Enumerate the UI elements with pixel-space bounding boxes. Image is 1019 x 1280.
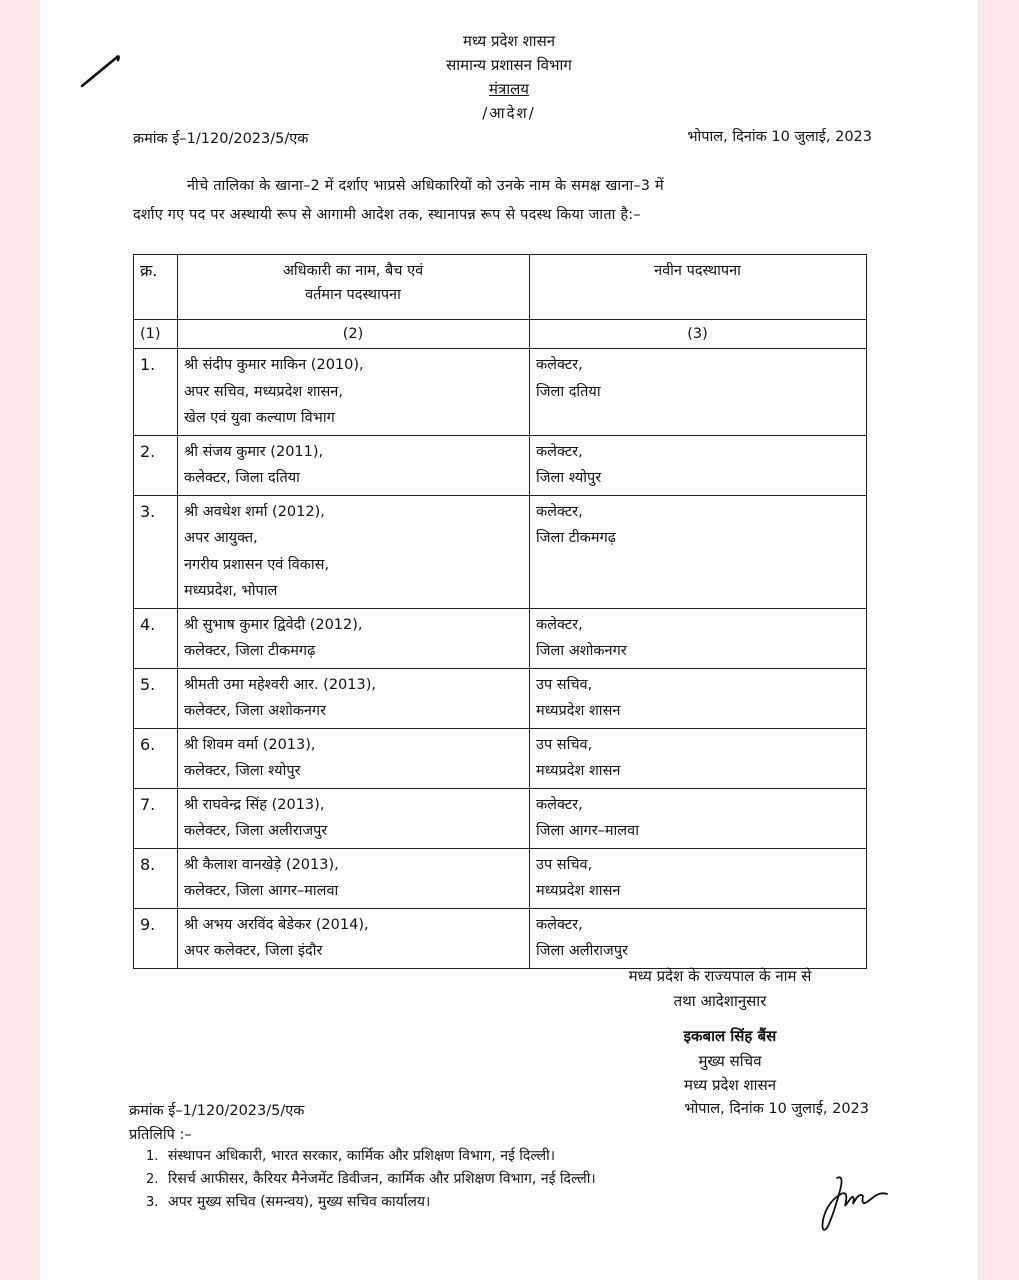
officer-current-posting: अपर सचिव, मध्यप्रदेश शासन, — [184, 383, 343, 400]
officer-name: श्री अवधेश शर्मा (2012), — [184, 503, 325, 520]
officer-name: श्री अभय अरविंद बेडेकर (2014), — [184, 916, 369, 933]
row-serial: 3. — [134, 495, 178, 608]
copy-item — [146, 1168, 596, 1191]
copy-item-number: 2. — [146, 1172, 159, 1187]
new-posting-cell — [530, 788, 867, 848]
order-body — [133, 172, 873, 230]
new-posting-cell — [530, 435, 867, 495]
department-name: सामान्य प्रशासन विभाग — [446, 56, 572, 74]
order-number: क्रमांक ई–1/120/2023/5/एक — [133, 131, 309, 147]
table-row — [134, 848, 867, 908]
new-posting-line: मध्यप्रदेश शासन — [536, 883, 621, 899]
officer-cell — [178, 668, 530, 728]
new-posting-line: कलेक्टर, — [536, 503, 583, 520]
new-posting-line: मध्यप्रदेश शासन — [536, 703, 621, 719]
new-posting-line: कलेक्टर, — [536, 916, 583, 933]
officer-cell — [178, 495, 530, 608]
new-posting-line: उप सचिव, — [536, 856, 593, 873]
new-posting-line: जिला अलीराजपुर — [536, 943, 628, 959]
copy-item-text: अपर मुख्य सचिव (समन्वय), मुख्य सचिव कार्यालय। — [168, 1194, 431, 1210]
copy-item-text: रिसर्च आफीसर, कैरियर मैनेजमेंट डिवीजन, कार्मिक और प्रशिक्षण विभाग, नई दिल्ली। — [168, 1171, 596, 1187]
new-posting-line: उप सचिव, — [536, 736, 593, 753]
officer-current-posting: कलेक्टर, जिला दतिया — [184, 470, 300, 486]
row-serial: 1. — [134, 349, 178, 436]
document-page — [40, 0, 978, 1280]
row-serial: 8. — [134, 848, 178, 908]
officer-current-posting: कलेक्टर, जिला श्योपुर — [184, 763, 301, 779]
index-col-2: (2) — [178, 320, 530, 349]
new-posting-cell — [530, 728, 867, 788]
index-col-1: (1) — [134, 320, 178, 349]
table-row — [134, 668, 867, 728]
officer-cell — [178, 349, 530, 436]
authority-line-1: मध्य प्रदेश के राज्यपाल के नाम से — [628, 967, 812, 985]
table-row — [134, 728, 867, 788]
row-serial: 2. — [134, 435, 178, 495]
order-place-date: भोपाल, दिनांक 10 जुलाई, 2023 — [687, 129, 872, 145]
officer-current-posting: कलेक्टर, जिला अशोकनगर — [184, 703, 327, 719]
table-row — [134, 788, 867, 848]
office-name: मंत्रालय — [488, 80, 529, 98]
officer-name: श्री राघवेन्द्र सिंह (2013), — [184, 796, 325, 813]
new-posting-line: उप सचिव, — [536, 676, 593, 693]
officer-cell — [178, 788, 530, 848]
officer-current-posting: अपर आयुक्त, — [184, 530, 258, 546]
new-posting-line: कलेक्टर, — [536, 443, 583, 460]
header-sno: क्र. — [134, 255, 178, 320]
new-posting-line: कलेक्टर, — [536, 796, 583, 813]
officer-cell — [178, 435, 530, 495]
table-header-row — [134, 255, 867, 320]
signature-icon — [815, 1172, 895, 1242]
copy-item — [146, 1145, 596, 1168]
new-posting-line: जिला दतिया — [536, 383, 601, 400]
body-line-2: दर्शाए गए पद पर अस्थायी रूप से आगामी आदेश तक, स्थानापन्न रूप से पदस्थ किया जाता है:– — [133, 207, 641, 223]
index-col-3: (3) — [530, 320, 867, 349]
officer-current-posting: मध्यप्रदेश, भोपाल — [184, 583, 278, 599]
officer-cell — [178, 908, 530, 968]
copy-order-number: क्रमांक ई–1/120/2023/5/एक — [129, 1103, 305, 1119]
officer-name: श्रीमती उमा महेश्वरी आर. (2013), — [184, 676, 376, 693]
copy-item-number: 1. — [146, 1149, 159, 1164]
table-row — [134, 349, 867, 436]
new-posting-cell — [530, 608, 867, 668]
new-posting-line: जिला टीकमगढ़ — [536, 530, 616, 546]
officer-name: श्री संजय कुमार (2011), — [184, 443, 324, 460]
table-row — [134, 608, 867, 668]
copy-item-number: 3. — [146, 1195, 159, 1210]
header-officer — [178, 255, 530, 320]
row-serial: 7. — [134, 788, 178, 848]
posting-table — [133, 254, 867, 969]
copy-list — [146, 1145, 596, 1214]
header-officer-line: अधिकारी का नाम, बैच एवं — [282, 263, 424, 279]
copy-title: प्रतिलिपि :– — [129, 1127, 192, 1143]
row-serial: 4. — [134, 608, 178, 668]
signatory-name: इकबाल सिंह बैंस — [683, 1027, 777, 1045]
table-row — [134, 495, 867, 608]
signatory-designation: मुख्य सचिव — [698, 1051, 762, 1070]
officer-cell — [178, 608, 530, 668]
table-row — [134, 908, 867, 968]
officer-name: श्री संदीप कुमार माकिन (2010), — [184, 357, 364, 373]
signatory-office: मध्य प्रदेश शासन — [683, 1076, 777, 1094]
row-serial: 5. — [134, 668, 178, 728]
header-officer-line: वर्तमान पदस्थापना — [305, 287, 401, 303]
table-index-row — [134, 320, 867, 349]
letterhead — [40, 29, 978, 125]
officer-current-posting: कलेक्टर, जिला टीकमगढ़ — [184, 643, 316, 659]
body-line-1: नीचे तालिका के खाना–2 में दर्शाए भाप्रसे अधिकारियों को उनके नाम के समक्ष खाना–3 में — [187, 178, 664, 194]
new-posting-line: कलेक्टर, — [536, 357, 583, 373]
new-posting-line: जिला आगर–मालवा — [536, 823, 639, 839]
officer-current-posting: नगरीय प्रशासन एवं विकास, — [184, 556, 330, 573]
government-name: मध्य प्रदेश शासन — [462, 32, 556, 50]
table-row — [134, 435, 867, 495]
officer-current-posting: कलेक्टर, जिला अलीराजपुर — [184, 823, 328, 839]
officer-name: श्री कैलाश वानखेड़े (2013), — [184, 856, 339, 873]
new-posting-line: जिला अशोकनगर — [536, 643, 627, 659]
new-posting-line: मध्यप्रदेश शासन — [536, 763, 621, 779]
officer-current-posting: खेल एवं युवा कल्याण विभाग — [184, 410, 335, 426]
order-title: /आदेश/ — [482, 104, 536, 122]
officer-name: श्री शिवम वर्मा (2013), — [184, 736, 316, 753]
authority-block — [570, 964, 870, 1013]
new-posting-cell — [530, 668, 867, 728]
new-posting-cell — [530, 495, 867, 608]
officer-cell — [178, 728, 530, 788]
signatory-block — [570, 1024, 890, 1098]
officer-name: श्री सुभाष कुमार द्विवेदी (2012), — [184, 616, 363, 633]
new-posting-cell — [530, 908, 867, 968]
new-posting-cell — [530, 848, 867, 908]
new-posting-line: जिला श्योपुर — [536, 470, 602, 486]
new-posting-line: कलेक्टर, — [536, 616, 583, 633]
row-serial: 9. — [134, 908, 178, 968]
header-new-posting: नवीन पदस्थापना — [530, 255, 867, 320]
row-serial: 6. — [134, 728, 178, 788]
copy-item — [146, 1191, 596, 1214]
copy-place-date: भोपाल, दिनांक 10 जुलाई, 2023 — [684, 1101, 869, 1117]
copy-item-text: संस्थापन अधिकारी, भारत सरकार, कार्मिक और प्रशिक्षण विभाग, नई दिल्ली। — [168, 1148, 556, 1164]
new-posting-cell — [530, 349, 867, 436]
officer-cell — [178, 848, 530, 908]
officer-current-posting: अपर कलेक्टर, जिला इंदौर — [184, 943, 323, 959]
officer-current-posting: कलेक्टर, जिला आगर–मालवा — [184, 883, 339, 899]
authority-line-2: तथा आदेशानुसार — [673, 991, 767, 1010]
